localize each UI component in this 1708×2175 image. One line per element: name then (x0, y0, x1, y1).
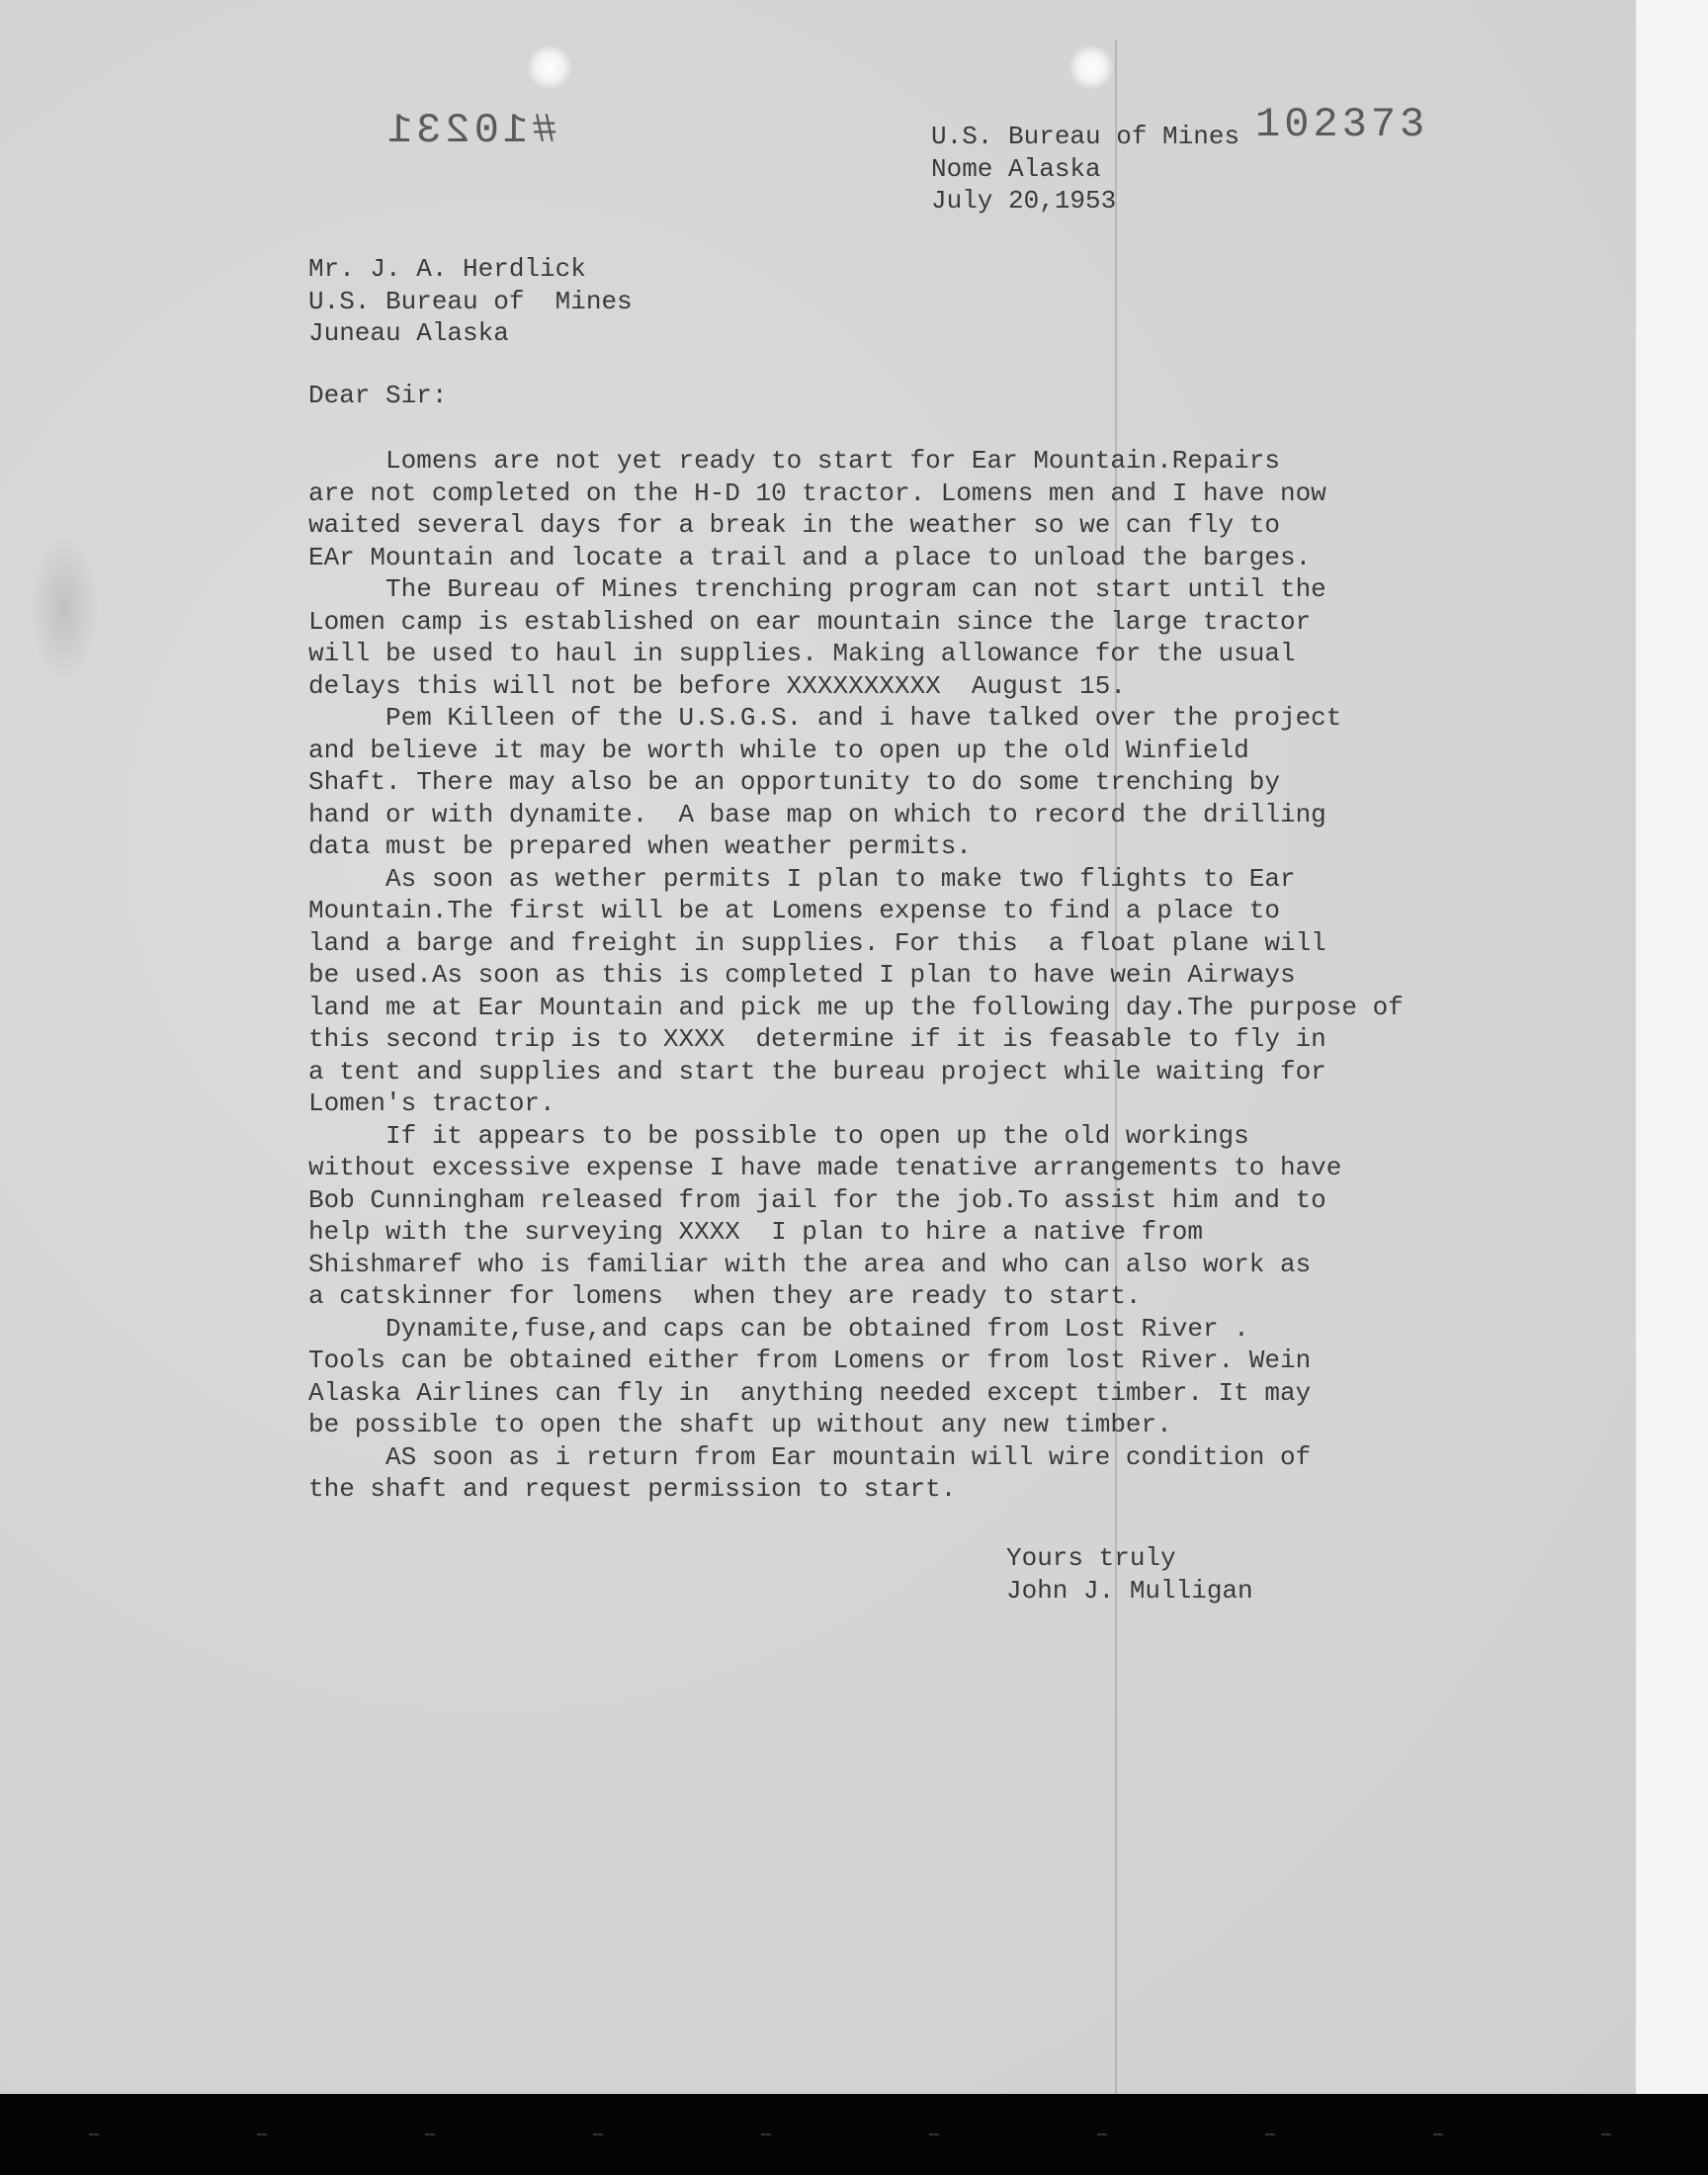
sender-address (931, 121, 1239, 218)
body-line: Shaft. There may also be an opportunity to do some trenching by (308, 767, 1280, 797)
body-line: Lomen camp is established on ear mountain since the large tractor (308, 606, 1312, 637)
body-line: land a barge and freight in supplies. For this a float plane will (308, 927, 1326, 958)
scan-dash (1433, 2133, 1443, 2135)
scan-dash (929, 2133, 939, 2135)
body-line: The Bureau of Mines trenching program can not start until the (308, 574, 1326, 604)
scan-dash (89, 2133, 99, 2135)
sender-line: Nome Alaska (931, 153, 1101, 184)
letter-date: July 20,1953 (931, 186, 1117, 216)
closing-block (1006, 1542, 1253, 1607)
recipient-line: Juneau Alaska (308, 318, 509, 348)
body-line: AS soon as i return from Ear mountain will wire condition of (308, 1441, 1312, 1472)
body-line: data must be prepared when weather permits. (308, 831, 972, 861)
body-line: land me at Ear Mountain and pick me up the following day.The purpose of (308, 992, 1404, 1022)
letter-body (308, 445, 1404, 1506)
punch-hole-left (528, 45, 571, 89)
scan-dash (425, 2133, 435, 2135)
body-line: hand or with dynamite. A base map on which to record the drilling (308, 799, 1326, 829)
body-line: will be used to haul in supplies. Making allowance for the usual (308, 639, 1296, 668)
doc-number-mirrored: #10231 (384, 107, 557, 154)
recipient-line: U.S. Bureau of Mines (308, 286, 633, 316)
recipient-line: Mr. J. A. Herdlick (308, 254, 586, 284)
doc-number-stamp: 102373 (1255, 101, 1429, 148)
closing: Yours truly (1006, 1543, 1176, 1573)
smudge-mark (30, 534, 99, 682)
body-line: As soon as wether permits I plan to make two flights to Ear (308, 863, 1296, 894)
signature: John J. Mulligan (1006, 1575, 1253, 1606)
paper-edge (1636, 0, 1708, 2094)
scan-dash (593, 2133, 603, 2135)
body-line: a tent and supplies and start the bureau project while waiting for (308, 1056, 1326, 1087)
recipient-address (308, 253, 633, 350)
scan-dash (1265, 2133, 1275, 2135)
body-line: Bob Cunningham released from jail for the job.To assist him and to (308, 1184, 1326, 1215)
body-line: Tools can be obtained either from Lomens or from lost River. Wein (308, 1346, 1312, 1375)
body-line: If it appears to be possible to open up the old workings (308, 1120, 1249, 1151)
punch-hole-right (1069, 45, 1113, 89)
body-line: delays this will not be before XXXXXXXXXX August 15. (308, 670, 1126, 701)
body-line: this second trip is to XXXX determine if it is feasable to fly in (308, 1024, 1326, 1054)
body-line: Pem Killeen of the U.S.G.S. and i have talked over the project (308, 703, 1342, 733)
body-line: a catskinner for lomens when they are ready to start. (308, 1281, 1142, 1311)
body-line: Lomen's tractor. (308, 1088, 555, 1118)
body-line: without excessive expense I have made tenative arrangements to have (308, 1153, 1342, 1182)
salutation: Dear Sir: (308, 381, 448, 410)
body-line: help with the surveying XXXX I plan to hire a native from (308, 1217, 1203, 1247)
sender-line: U.S. Bureau of Mines (931, 122, 1240, 151)
body-line: are not completed on the H-D 10 tractor. Lomens men and I have now (308, 478, 1326, 508)
body-line: be possible to open the shaft up without any new timber. (308, 1410, 1172, 1439)
body-line: waited several days for a break in the weather so we can fly to (308, 510, 1280, 540)
body-line: the shaft and request permission to start. (308, 1474, 957, 1504)
scan-dash (1097, 2133, 1107, 2135)
body-line: Mountain.The first will be at Lomens expense to find a place to (308, 896, 1280, 925)
scan-dash (761, 2133, 771, 2135)
body-line: Shishmaref who is familiar with the area and who can also work as (308, 1249, 1312, 1279)
scan-dash (1601, 2133, 1611, 2135)
body-line: Lomens are not yet ready to start for Ear Mountain.Repairs (308, 446, 1280, 476)
body-line: and believe it may be worth while to open up the old Winfield (308, 735, 1249, 765)
body-line: be used.As soon as this is completed I plan to have wein Airways (308, 960, 1296, 990)
scan-dash (257, 2133, 267, 2135)
body-line: Alaska Airlines can fly in anything needed except timber. It may (308, 1377, 1312, 1408)
body-line: EAr Mountain and locate a trail and a place to unload the barges. (308, 542, 1312, 572)
body-line: Dynamite,fuse,and caps can be obtained from Lost River . (308, 1313, 1249, 1344)
